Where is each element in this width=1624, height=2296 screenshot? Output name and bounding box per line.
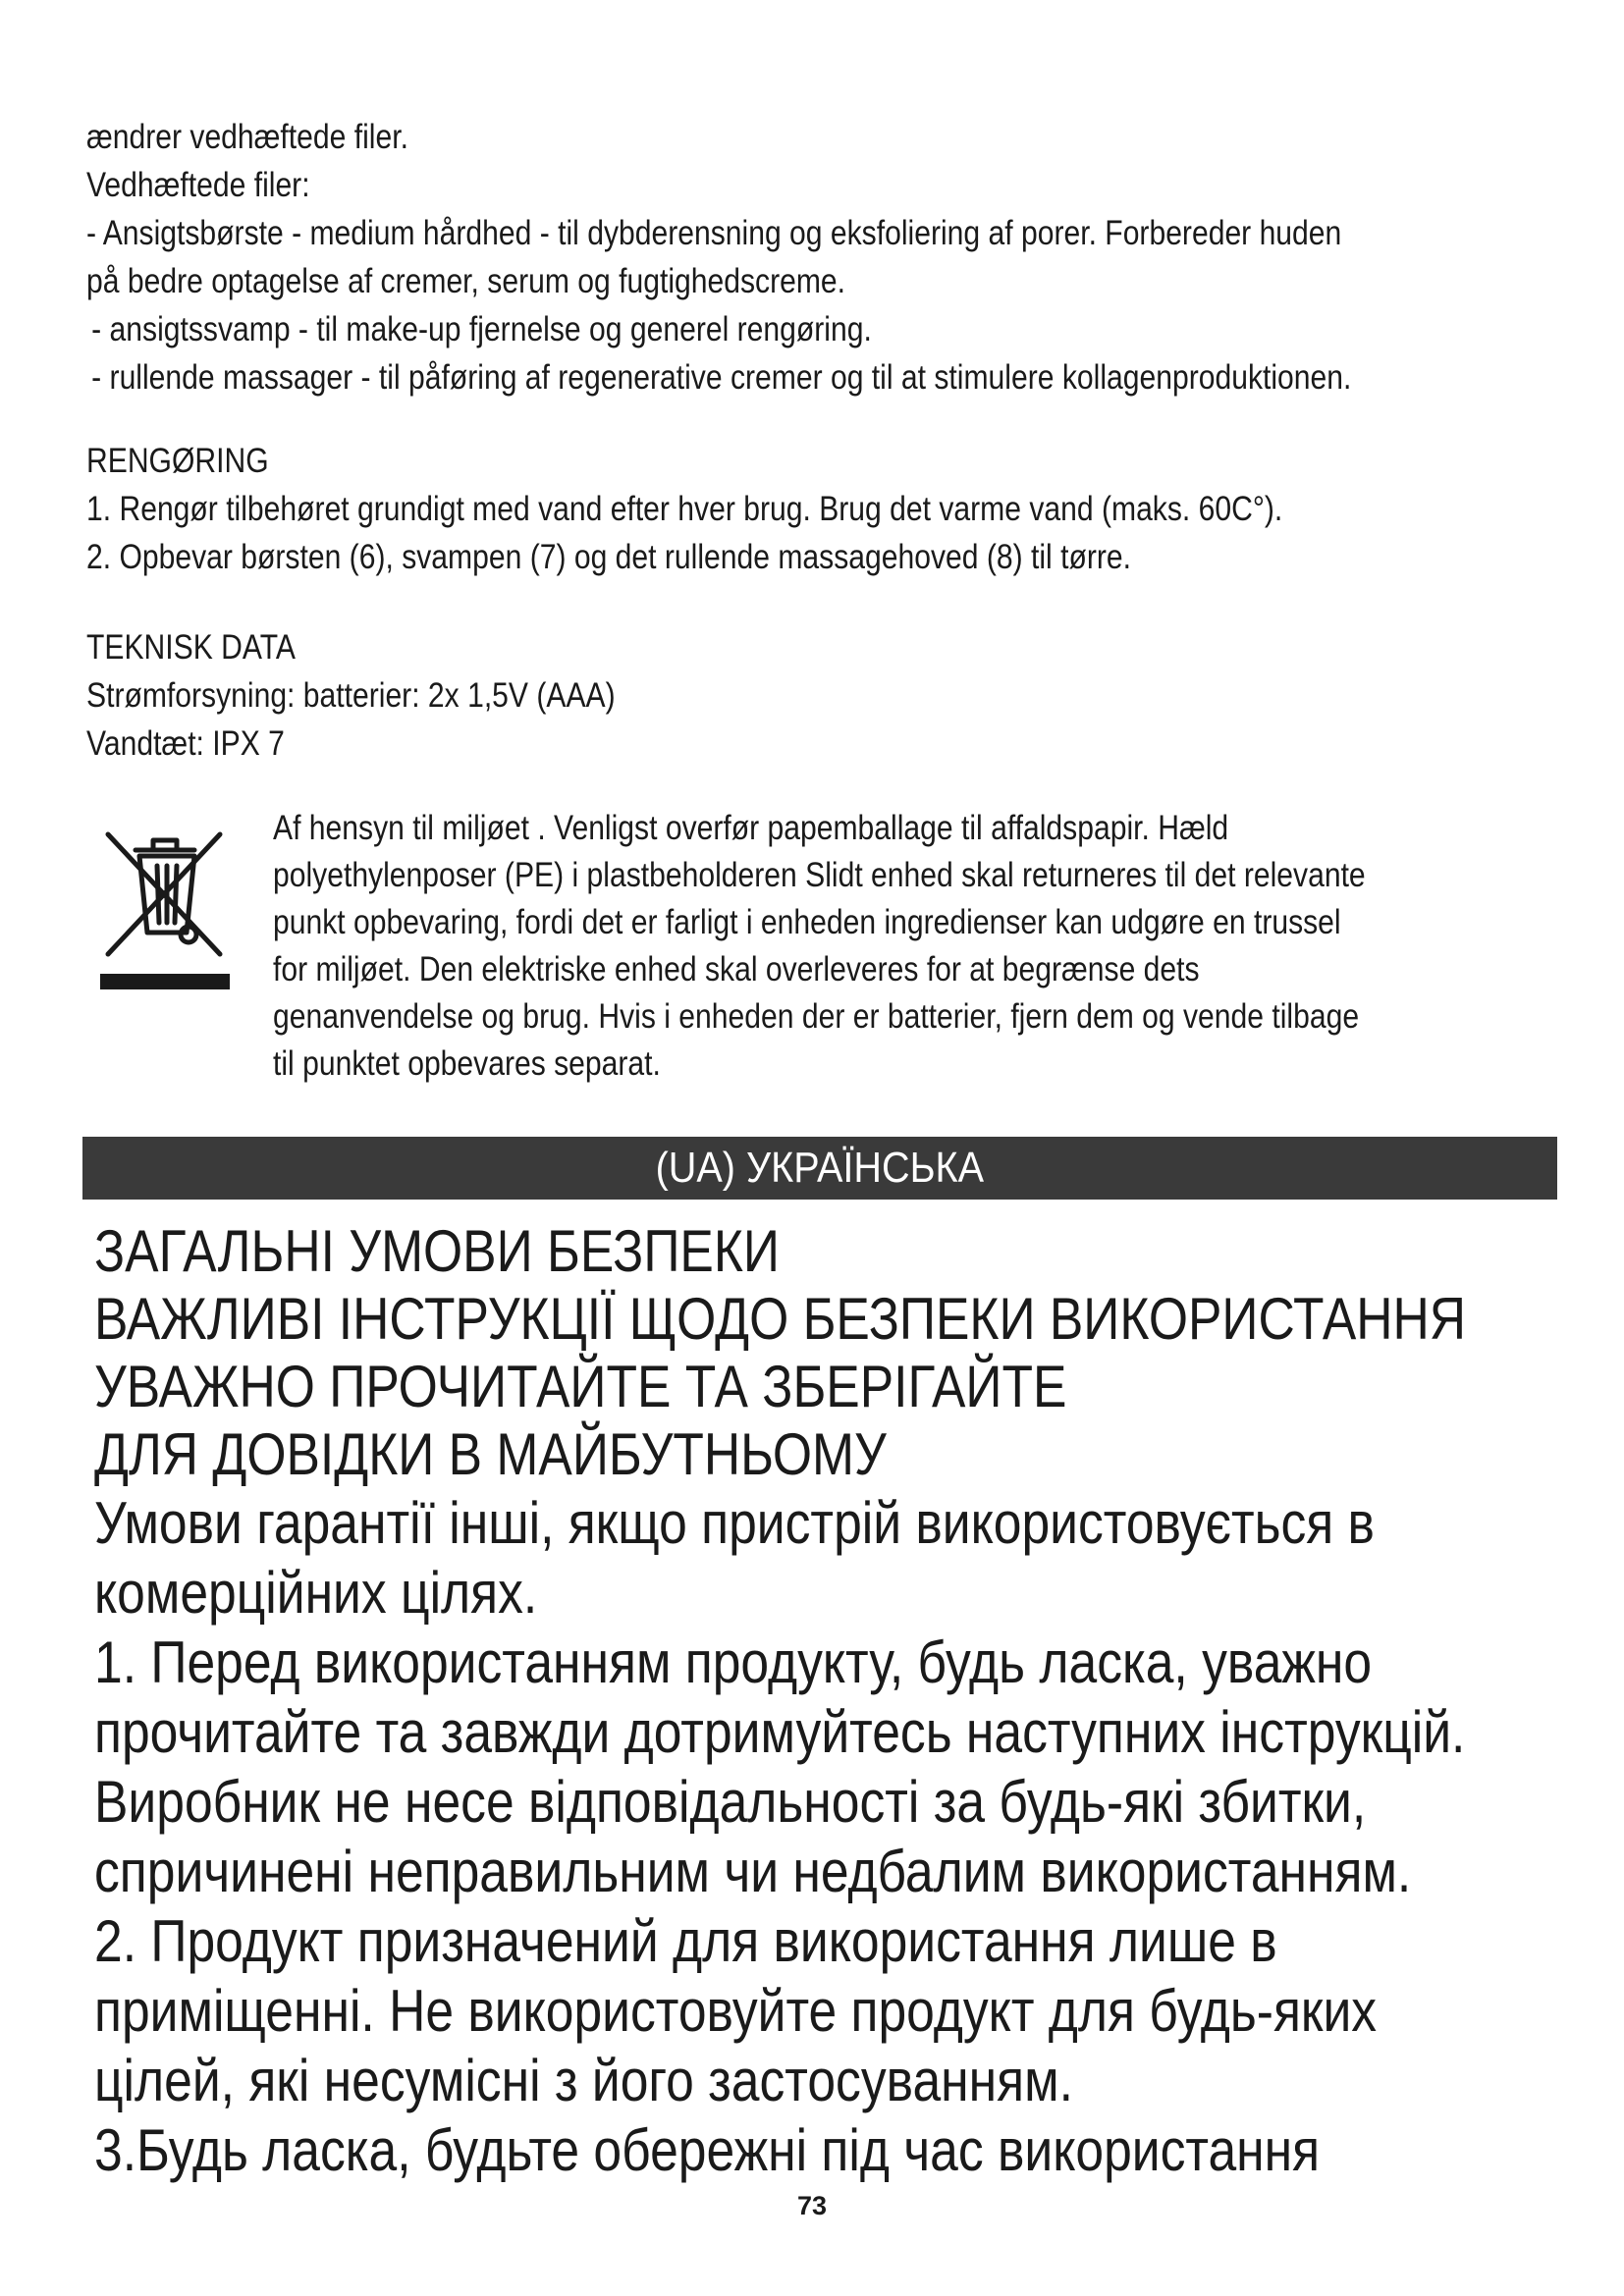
language-banner-label: (UA) УКРАЇНСЬКА (655, 1144, 985, 1192)
environment-notice (273, 805, 1540, 1088)
heading-line: УВАЖНО ПРОЧИТАЙТЕ ТА ЗБЕРІГАЙТЕ (94, 1354, 1067, 1419)
text-line: punkt opbevaring, fordi det er farligt i enheden ingredienser kan udgøre en trussel (273, 903, 1341, 941)
page-number: 73 (796, 2191, 828, 2220)
text-line: прочитайте та завжди дотримуйтесь наступних інструкцій. (94, 1699, 1466, 1765)
cleaning-section (86, 437, 1353, 581)
weee-crossed-bin-icon (96, 817, 234, 993)
heading-line: ЗАГАЛЬНІ УМОВИ БЕЗПЕКИ (94, 1218, 780, 1284)
text-line: цілей, які несумісні з його застосуванням. (94, 2048, 1073, 2113)
text-line: Vedhæftede filer: (86, 166, 310, 204)
text-line: комерційних цілях. (94, 1560, 538, 1626)
text-line: polyethylenposer (PE) i plastbeholderen Slidt enhed skal returneres til det relevante (273, 856, 1366, 894)
text-line: Умови гарантії інші, якщо пристрій використовується в (94, 1490, 1375, 1556)
text-line: på bedre optagelse af cremer, serum og fugtighedscreme. (86, 262, 846, 300)
attachments-section (86, 113, 1353, 401)
text-line: Vandtæt: IPX 7 (86, 724, 285, 763)
heading-line: ДЛЯ ДОВІДКИ В МАЙБУТНЬОМУ (94, 1421, 887, 1487)
section-title: TEKNISK DATA (86, 628, 296, 667)
ukrainian-section (94, 1217, 1530, 2185)
text-line: Strømforsyning: batterier: 2x 1,5V (AAA) (86, 676, 616, 715)
text-line: спричинені неправильним чи недбалим використанням. (94, 1839, 1412, 1904)
text-line: ændrer vedhæftede filer. (86, 118, 408, 156)
text-line: Виробник не несе відповідальності за будь-які збитки, (94, 1769, 1367, 1835)
text-line: Af hensyn til miljøet . Venligst overfør papemballage til affaldspapir. Hæld (273, 809, 1229, 847)
language-banner (82, 1137, 1557, 1200)
heading-line: ВАЖЛИВІ ІНСТРУКЦІЇ ЩОДО БЕЗПЕКИ ВИКОРИСТАННЯ (94, 1286, 1467, 1352)
text-line: genanvendelse og brug. Hvis i enheden der er batterier, fjern dem og vende tilbage (273, 997, 1360, 1036)
text-line: 2. Продукт призначений для використання лише в (94, 1908, 1277, 1974)
text-line: приміщенні. Не використовуйте продукт для будь-яких (94, 1978, 1378, 2044)
technical-data-section (86, 623, 1353, 768)
text-line: 3.Будь ласка, будьте обережні під час використання (94, 2117, 1321, 2183)
text-line: til punktet opbevares separat. (273, 1044, 661, 1083)
text-line: for miljøet. Den elektriske enhed skal overleveres for at begrænse dets (273, 950, 1200, 988)
text-line: - ansigtssvamp - til make-up fjernelse og generel rengøring. (91, 310, 872, 348)
section-title: RENGØRING (86, 442, 269, 480)
text-line: 1. Rengør tilbehøret grundigt med vand efter hver brug. Brug det varme vand (maks. 60C°). (86, 490, 1283, 528)
text-line: 1. Перед використанням продукту, будь ласка, уважно (94, 1629, 1373, 1695)
text-line: 2. Opbevar børsten (6), svampen (7) og det rullende massagehoved (8) til tørre. (86, 538, 1132, 576)
text-line: - rullende massager - til påføring af regenerative cremer og til at stimulere kollagenproduktionen. (91, 358, 1352, 397)
text-line: - Ansigtsbørste - medium hårdhed - til dybderensning og eksfoliering af porer. Forbereder huden (86, 214, 1342, 252)
